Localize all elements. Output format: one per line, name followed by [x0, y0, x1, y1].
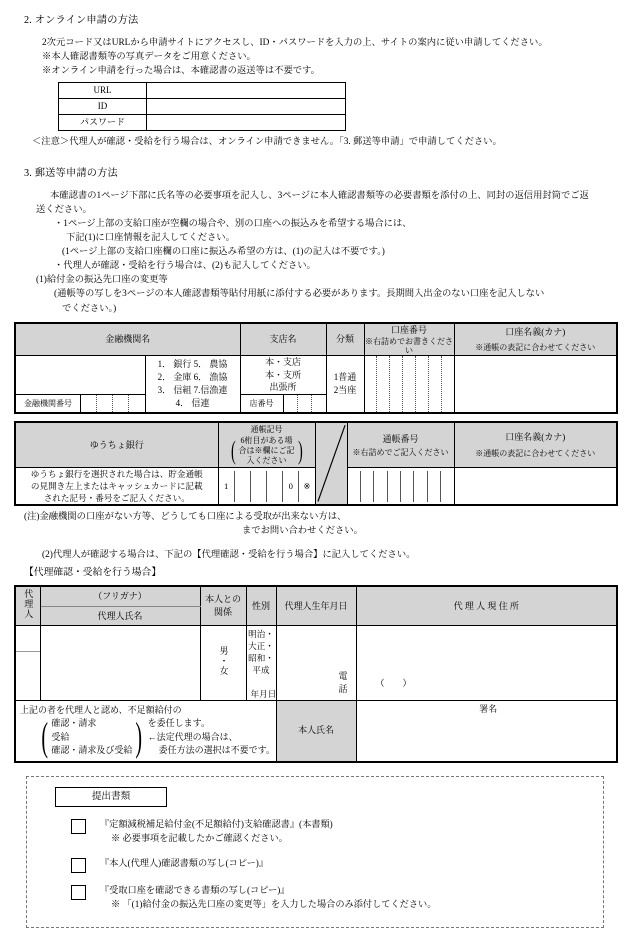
branch-kind-options[interactable]: [240, 356, 326, 395]
branch-kind-3: 出張所: [269, 382, 297, 393]
institution-number-row[interactable]: [15, 394, 145, 413]
account-number-digit[interactable]: [403, 356, 416, 412]
yucho-header-row: [15, 422, 617, 467]
mail-bullet-1c: (1ページ上部の支給口座欄の口座に振込み希望の方は、(1)の記入は不要です。): [62, 247, 385, 258]
passbook-number-digit[interactable]: [401, 471, 414, 502]
passbook-symbol-note: [221, 436, 313, 466]
proxy-name-input-cell[interactable]: [15, 626, 40, 700]
symbol-note-c: 入ください: [246, 455, 287, 465]
header-relation-a: 本人との: [204, 594, 241, 605]
signature-label: 署名: [479, 703, 498, 714]
header-passbook-number: [347, 422, 454, 467]
checklist-item[interactable]: [71, 884, 603, 912]
header-gender: 性別: [246, 586, 276, 626]
passbook-number-digit[interactable]: [441, 471, 453, 502]
proxy-address-field[interactable]: [277, 638, 356, 670]
account-number-digit[interactable]: [429, 356, 442, 412]
header-proxy-address: 代 理 人 現 住 所: [356, 586, 617, 626]
mail-item1-note-a: (通帳等の写しを3ページの本人確認書類等貼付用紙に添付する必要があります。長期間入出金のない口座を記入しない: [54, 289, 545, 300]
credentials-table: [58, 82, 346, 131]
checklist-item-3-sub: ※ 「(1)給付金の振込先口座の変更等」を入力した場合のみ添付してください。: [111, 898, 437, 909]
header-relation-b: 関係: [213, 607, 232, 618]
section-mail-heading: 3. 郵送等申請の方法: [24, 167, 118, 179]
institution-number-digit[interactable]: [81, 395, 97, 413]
passbook-number-digit[interactable]: [428, 471, 441, 502]
header-passbook-symbol-main: 通帳記号: [250, 425, 283, 435]
passbook-symbol-digit-4[interactable]: [267, 471, 283, 502]
account-type-options[interactable]: [326, 356, 364, 414]
proxy-address-input[interactable]: [276, 626, 412, 700]
institution-number-label: 金融機関番号: [24, 398, 72, 408]
mail-intro-1: 本確認書の1ページ下部に氏名等の必要事項を記入し、3ページに本人確認書類等の必要書類を添付の上、同封の返信用封筒でご返: [50, 190, 589, 201]
passbook-number-input[interactable]: [347, 467, 454, 505]
branch-kind-1: 本・支店: [265, 357, 302, 368]
credential-label-url: URL: [59, 83, 147, 99]
bank-note-block: [14, 510, 616, 538]
table-row: [59, 99, 346, 115]
delegation-right-text: [148, 717, 275, 758]
mail-bullet-1b: 下記(1)に口座情報を記入してください。: [66, 232, 235, 243]
checkbox-icon[interactable]: [71, 885, 86, 900]
bank-account-table: [14, 322, 618, 415]
mail-item1-note-b: でください。): [62, 303, 117, 314]
delegation-line-1: 上記の者を代理人と認め、不足額給付の: [20, 704, 182, 715]
yucho-instruction-b: の見開き左上またはキャッシュカードに記載: [30, 481, 203, 491]
account-number-digit[interactable]: [377, 356, 390, 412]
birth-unit-month: 月: [259, 688, 268, 699]
passbook-symbol-digit-1[interactable]: 1: [219, 471, 235, 502]
credential-value-password[interactable]: [147, 115, 346, 131]
account-type-1: 1普通: [333, 371, 357, 382]
checklist-item-text: [100, 857, 268, 873]
bank-note-contact-tail: までお問い合わせください。: [242, 526, 363, 537]
passbook-symbol-digit-2[interactable]: [235, 471, 251, 502]
passbook-symbol-digit-5[interactable]: 0: [283, 471, 299, 502]
signature-field[interactable]: [356, 700, 617, 762]
checklist-item-1-sub: ※ 必要事項を記載したかご確認ください。: [111, 833, 288, 844]
delegation-statement-cell: [15, 700, 276, 762]
delegation-option-3[interactable]: 確認・請求及び受給: [51, 745, 133, 756]
yucho-account-holder-input[interactable]: [454, 467, 617, 505]
checklist-item-text: [100, 884, 436, 912]
header-relation: [200, 586, 246, 626]
yucho-holder-main: 口座名義(カナ): [505, 431, 566, 442]
birth-eras-2: 平成: [252, 665, 270, 676]
branch-number-label: 店番号: [249, 398, 274, 408]
passbook-number-digit[interactable]: [374, 471, 387, 502]
proxy-phone-row[interactable]: [277, 670, 412, 699]
section-online-heading: 2. オンライン申請の方法: [24, 15, 139, 26]
branch-number-digit[interactable]: [284, 395, 298, 413]
header-account-number: [364, 323, 454, 356]
passbook-symbol-digit-3[interactable]: [251, 471, 267, 502]
checklist-item-2-main: 『本人(代理人)確認書類の写し(コピー)』: [100, 858, 269, 869]
yucho-bank-table: [14, 421, 618, 506]
proxy-header-row: [15, 586, 617, 606]
header-birth: 代理人生年月日: [276, 586, 356, 626]
header-branch-name: 支店名: [240, 323, 326, 356]
checkbox-icon[interactable]: [71, 819, 86, 834]
credential-value-id[interactable]: [147, 99, 346, 115]
proxy-side-label: [15, 586, 40, 626]
checklist-item[interactable]: [71, 818, 603, 846]
yucho-holder-note: ※通帳の表記に合わせてください: [475, 448, 596, 458]
account-holder-input[interactable]: [454, 356, 617, 414]
symbol-note-a: 6桁目がある場: [240, 435, 293, 445]
mail-bullet-2: ・代理人が確認・受給を行う場合は、(2)も記入してください。: [54, 261, 316, 272]
proxy-table: [14, 585, 618, 762]
institution-kind-1: 1． 銀行 5． 農協: [157, 359, 228, 370]
header-account-holder-main: 口座名義(カナ): [505, 326, 566, 337]
proxy-relation-input[interactable]: [40, 626, 200, 700]
checklist-title: 提出書類: [55, 787, 167, 808]
account-number-input[interactable]: [364, 356, 454, 414]
slash-divider-cell: [315, 422, 347, 505]
birth-unit-year: 年: [250, 688, 260, 699]
self-name-label: 本人氏名: [276, 700, 356, 762]
online-line-1: 2次元コード又はURLから申請サイトにアクセスし、ID・パスワードを入力の上、サイトの案内に従い申請してください。: [42, 37, 548, 48]
passbook-number-digit[interactable]: [388, 471, 401, 502]
delegation-option-2[interactable]: 受給: [51, 731, 70, 742]
institution-number-digit[interactable]: [129, 395, 144, 413]
passbook-symbol-input[interactable]: [218, 467, 315, 505]
proxy-input-row: [15, 626, 617, 700]
header-account-type: 分類: [326, 323, 364, 356]
branch-number-row[interactable]: [240, 394, 326, 413]
birth-unit-day: 日: [267, 688, 277, 699]
checklist-item[interactable]: [71, 857, 603, 873]
bank-table-header-row: [15, 323, 617, 356]
yucho-header-account-holder: [454, 422, 617, 467]
passbook-number-digit[interactable]: [414, 471, 427, 502]
header-account-holder-note: ※通帳の表記に合わせてください: [475, 342, 596, 352]
bank-table-body-row-1: [15, 356, 617, 395]
delegation-option-1[interactable]: 確認・請求: [51, 718, 97, 729]
submission-checklist-box: [26, 776, 604, 928]
symbol-note-b: 合は※欄にご記: [238, 445, 295, 455]
checklist-item-text: [100, 818, 333, 846]
checklist-item-3-main: 『受取口座を確認できる書類の写し(コピー)』: [100, 885, 290, 896]
passbook-number-digit[interactable]: [361, 471, 374, 502]
mail-item1-title: (1)給付金の振込先口座の変更等: [36, 275, 168, 286]
yucho-instruction: [15, 467, 218, 505]
credential-label-id: ID: [59, 99, 147, 115]
institution-name-input[interactable]: [15, 356, 145, 395]
header-account-number-main: 口座番号: [391, 324, 428, 335]
proxy-phone-paren: （ ）: [375, 677, 412, 688]
mail-bullet-1a: ・1ページ上部の支給口座が空欄の場合や、別の口座への振込みを希望する場合には、: [54, 218, 412, 229]
institution-kind-3: 3． 信組 7.信漁連: [157, 385, 228, 396]
account-number-digit[interactable]: [416, 356, 429, 412]
yucho-bank-name: ゆうちょ銀行: [15, 422, 218, 467]
proxy-birth-input[interactable]: [246, 626, 276, 700]
table-row: [59, 115, 346, 131]
passbook-number-digit[interactable]: [348, 471, 361, 502]
proxy-gender-value: 男・女: [218, 645, 229, 676]
right-paren-glyph: ): [297, 435, 303, 465]
institution-kind-4: 4． 信連: [175, 398, 210, 409]
proxy-phone-label: 電話: [338, 671, 348, 695]
online-line-3: ※オンライン申請を行った場合は、本確認書の返送等は不要です。: [42, 66, 320, 77]
mail-item2-title: (2)代理人が確認する場合は、下記の【代理確認・受給を行う場合】に記入してください。: [42, 550, 416, 561]
branch-number-digit[interactable]: [312, 395, 325, 413]
header-account-number-note: ※右詰めでお書きください: [365, 336, 454, 355]
delegation-options[interactable]: [38, 713, 276, 759]
header-furigana: （フリガナ）: [40, 586, 200, 606]
institution-kind-2: 2． 金庫 6． 漁協: [157, 372, 228, 383]
online-line-2: ※本人確認書類等の写真データをご用意ください。: [42, 51, 256, 62]
delegation-statement: [16, 701, 276, 761]
right-brace-glyph: ): [135, 713, 143, 759]
proxy-gender-select[interactable]: [200, 626, 246, 700]
account-number-digit[interactable]: [442, 356, 454, 412]
left-brace-glyph: (: [41, 713, 48, 759]
delegation-right-2: ←法定代理の場合は、: [147, 731, 238, 742]
account-number-digit[interactable]: [390, 356, 403, 412]
yucho-instruction-a: ゆうちょ銀行を選択された場合は、貯金通帳: [30, 468, 203, 479]
branch-number-digit[interactable]: [298, 395, 312, 413]
section-mail-application: [14, 167, 616, 316]
section-online-application: [14, 14, 616, 150]
checklist-item-1-main: 『定額減税補足給付金(不足額給付)支給確認書』(本書類): [100, 819, 333, 830]
bank-note-line: (注)金融機関の口座がない方等、どうしても口座による受取が出来ない方は、: [24, 512, 347, 523]
branch-kind-2: 本・支所: [265, 369, 302, 380]
proxy-side-label-text: 代理人: [23, 589, 34, 620]
account-number-digit[interactable]: [365, 356, 378, 412]
proxy-furigana-input[interactable]: [16, 640, 40, 652]
yucho-instruction-c: された記号・番号をご記入ください。: [43, 493, 190, 504]
account-type-2: 2当座: [333, 385, 357, 396]
institution-number-digit[interactable]: [97, 395, 113, 413]
mail-intro-2: 送ください。: [36, 204, 92, 215]
institution-kind-options[interactable]: [145, 356, 240, 414]
proxy-intro-block: [14, 548, 616, 581]
delegation-option-list[interactable]: [51, 717, 132, 758]
delegation-right-1: を委任します。: [147, 718, 210, 729]
proxy-name-input[interactable]: [16, 652, 40, 686]
header-passbook-number-main: 通帳番号: [382, 434, 419, 445]
institution-number-digit[interactable]: [113, 395, 129, 413]
left-paren-glyph: (: [230, 435, 236, 465]
birth-eras-1: 明治・大正・昭和・: [248, 629, 274, 664]
header-account-holder: [454, 323, 617, 356]
proxy-block-title: 【代理確認・受給を行う場合】: [24, 567, 162, 579]
header-institution-name: 金融機関名: [15, 323, 240, 356]
header-passbook-symbol: [218, 422, 315, 467]
credential-label-password: パスワード: [59, 115, 147, 131]
credential-value-url[interactable]: [147, 83, 346, 99]
delegation-row: [15, 700, 617, 762]
table-row: [59, 83, 346, 99]
passbook-symbol-overflow-cell[interactable]: ※: [303, 480, 311, 491]
delegation-right-3: 委任方法の選択は不要です。: [158, 745, 275, 756]
checkbox-icon[interactable]: [71, 858, 86, 873]
header-proxy-name: 代理人氏名: [40, 606, 200, 625]
online-caution: ＜注意＞代理人が確認・受給を行う場合は、オンライン申請できません。「3. 郵送等申請」で申請してください。: [32, 137, 502, 148]
header-passbook-number-note: ※右詰めでご記入ください: [352, 448, 449, 458]
